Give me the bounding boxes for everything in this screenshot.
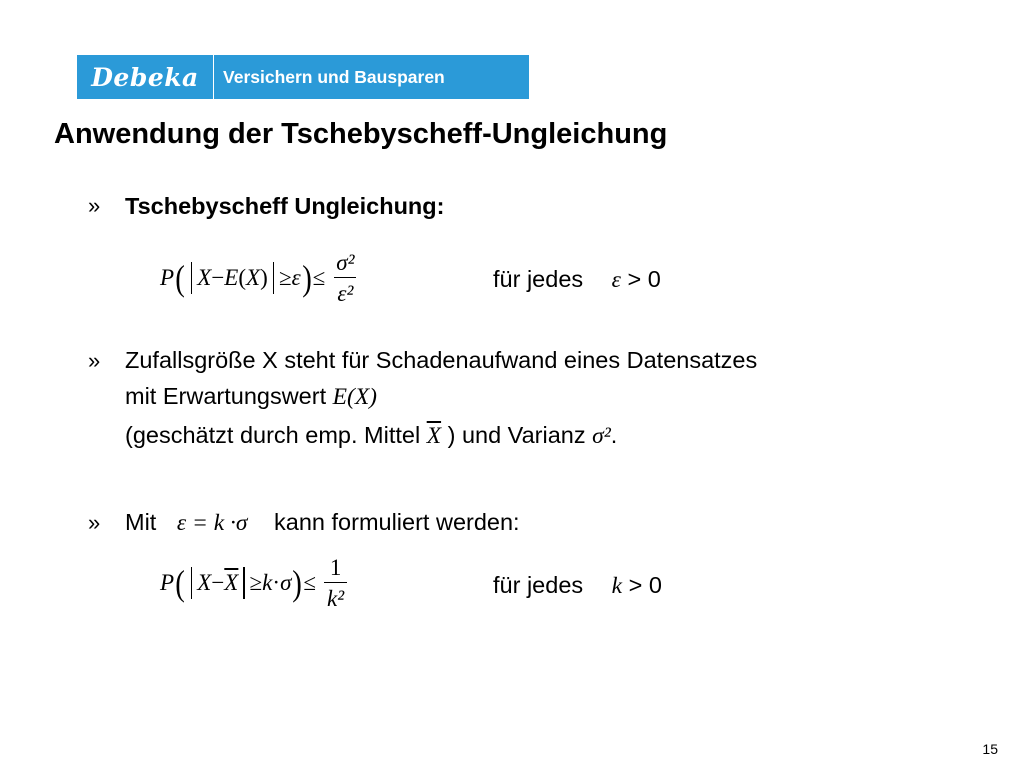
bullet-marker: » [88, 510, 101, 535]
bullet2-text: (geschätzt durch emp. Mittel [125, 422, 427, 448]
formula-p: P [160, 570, 175, 595]
condition-relation: > 0 [622, 572, 662, 598]
formula-minus: − [211, 570, 225, 595]
chebyshev-k-formula [160, 556, 347, 610]
bullet2-line3 [125, 418, 617, 453]
fraction-numerator: 1 [329, 555, 342, 580]
formula-fraction [333, 251, 357, 305]
condition-variable: ε [611, 267, 621, 293]
formula-geq: ≥ [278, 265, 292, 290]
chebyshev-formula [160, 251, 358, 305]
condition-variable: k [611, 573, 623, 599]
header-banner [77, 55, 529, 99]
bullet3-line [125, 505, 520, 540]
formula-paren: ( [175, 258, 185, 298]
formula-paren: ) [260, 265, 268, 290]
bullet-marker: » [88, 193, 101, 218]
bullet3-suffix: kann formuliert werden: [274, 509, 520, 535]
abs-bar [243, 567, 244, 599]
formula-paren: ( [238, 265, 247, 290]
formula-leq: ≤ [303, 570, 317, 595]
formula-p: P [160, 265, 175, 290]
condition-text: für jedes [493, 572, 584, 598]
fraction-denominator: k² [324, 582, 347, 610]
bullet3-condition [493, 572, 662, 600]
formula-x: X [246, 265, 261, 290]
bullet2-text: . [610, 422, 618, 448]
slide-title: Anwendung der Tschebyscheff-Ungleichung [54, 118, 668, 150]
abs-bar [191, 262, 192, 294]
bullet1-heading: Tschebyscheff Ungleichung: [125, 193, 445, 219]
bullet2-text: ) und Varianz [441, 422, 593, 448]
formula-leq: ≤ [312, 265, 326, 290]
formula-k: k [262, 570, 273, 595]
formula-fraction [324, 556, 347, 610]
formula-sigma: σ [280, 570, 292, 595]
formula-paren: ) [292, 563, 303, 603]
abs-bar [191, 567, 192, 599]
fraction-numerator: σ² [336, 250, 355, 275]
condition-relation: > 0 [620, 266, 661, 292]
debeka-logo: Debeka [77, 55, 214, 99]
formula-e: E [224, 265, 239, 290]
bullet2-line2 [125, 379, 377, 414]
fraction-denominator: ε² [334, 277, 356, 305]
formula-dot: · [272, 570, 281, 595]
abs-bar [273, 262, 274, 294]
bullet3-prefix: Mit [125, 509, 157, 535]
formula-xbar: $\overline{X}$ [224, 570, 239, 595]
bullet2-line1: Zufallsgröße X steht für Schadenaufwand eines Datensatzes [125, 347, 758, 373]
formula-minus: − [211, 265, 225, 290]
formula-epsilon: ε [291, 265, 301, 290]
variance-math: σ² [592, 423, 611, 449]
page-number: 15 [982, 741, 998, 757]
formula-paren: ( [175, 563, 185, 603]
formula-x: X [197, 570, 212, 595]
bullet1-condition [493, 266, 661, 294]
header-tagline: Versichern und Bausparen [223, 66, 445, 87]
sample-mean-math: $\overline{X}$ [426, 423, 442, 449]
formula-x: X [197, 265, 212, 290]
epsilon-definition-math: ε = k ·σ [176, 510, 248, 536]
expected-value-math: E(X) [332, 384, 378, 410]
formula-geq: ≥ [249, 570, 263, 595]
bullet2-text: mit Erwartungswert [125, 383, 333, 409]
formula-paren: ) [301, 258, 312, 298]
condition-text: für jedes [493, 266, 584, 292]
bullet-marker: » [88, 348, 101, 373]
